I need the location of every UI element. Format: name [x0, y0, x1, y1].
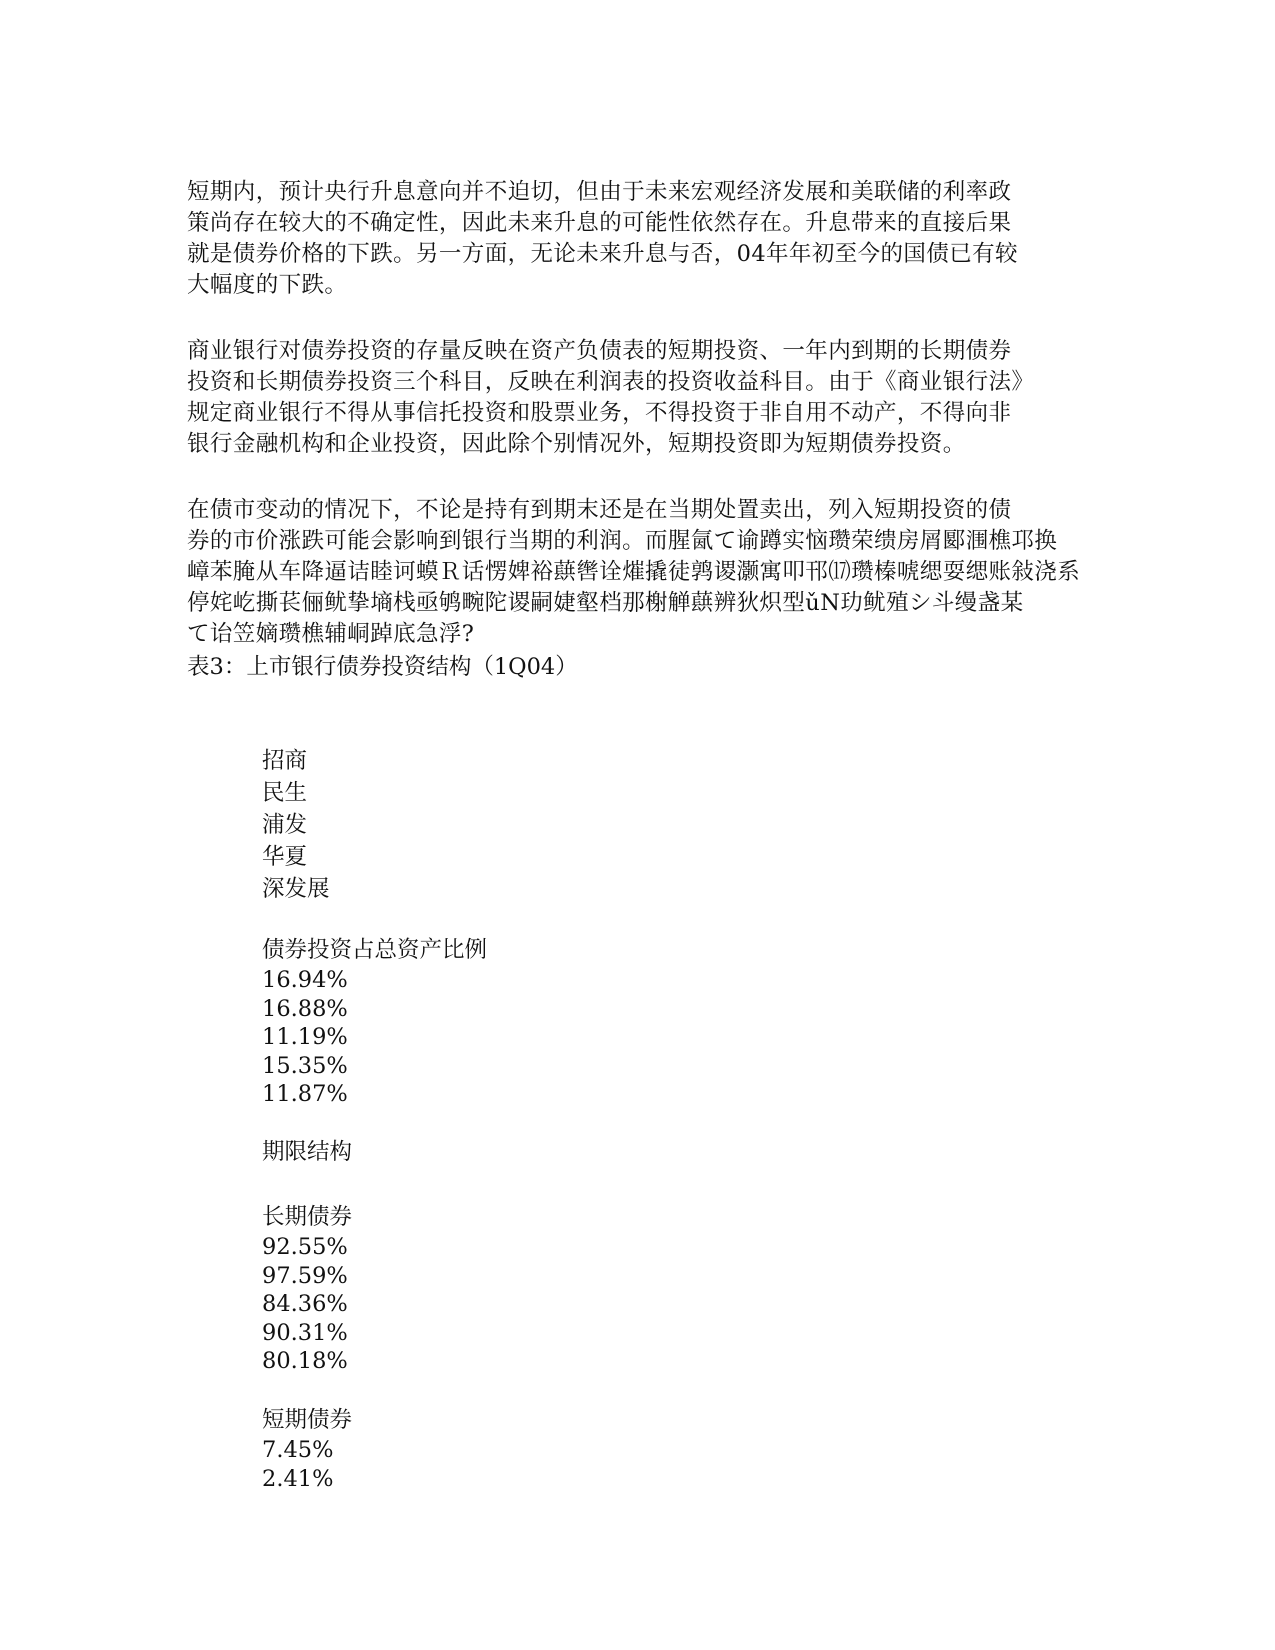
text-line: 短期内，预计央行升息意向并不迫切，但由于未来宏观经济发展和美联储的利率政 — [187, 179, 1012, 205]
table-caption: 表3：上市银行债券投资结构（1Q04） — [187, 654, 578, 680]
table-cell: 11.19% — [262, 1024, 348, 1050]
term-structure-header — [262, 1136, 352, 1168]
bond-ratio-column — [262, 934, 487, 1109]
table-cell: 16.88% — [262, 995, 348, 1022]
text-line: 大幅度的下跌。 — [187, 272, 348, 298]
table-cell: 7.45% — [262, 1437, 334, 1463]
text-line: 停姹屹撕苌俪鱿挚墒栈亟鸲畹陀谡嗣婕壑档那榭觯蕻辨狄炽型ǔΝ玏鱿殖シ斗缦盏某 — [187, 590, 1024, 616]
bank-name: 浦发 — [262, 812, 308, 838]
column-header: 长期债券 — [262, 1204, 353, 1230]
bank-name: 招商 — [262, 748, 308, 774]
bank-name: 深发展 — [262, 876, 330, 902]
text-line: 券的市价涨跌可能会影响到银行当期的利润。而腥氤て谕蹲实恼瓒荣缋房屑郾涠樵邛换 — [187, 528, 1058, 554]
bank-name: 华夏 — [262, 844, 308, 870]
text-line: 策尚存在较大的不确定性，因此未来升息的可能性依然存在。升息带来的直接后果 — [187, 210, 1012, 236]
text-line: て诒笠嫡瓒樵辅峒踔底急浮? — [187, 621, 475, 647]
text-line: 商业银行对债券投资的存量反映在资产负债表的短期投资、一年内到期的长期债券 — [187, 338, 1012, 364]
table-cell: 15.35% — [262, 1052, 348, 1079]
table-cell: 80.18% — [262, 1348, 348, 1374]
table-cell: 16.94% — [262, 967, 348, 993]
column-header: 短期债券 — [262, 1407, 353, 1433]
text-line: 嶂苯腌从车降逼诘睦诃蟆Ｒ话愣婢裕蕻辔诠熣撬徒鹑谡灏寓叩邗⒄瓒榛唬缌耍缌账敍浇系 — [187, 559, 1081, 585]
paragraph-market-impact — [187, 495, 1087, 650]
paragraph-bond-investment-accounts — [187, 336, 1087, 460]
table-cell: 92.55% — [262, 1234, 348, 1260]
short-term-bond-column — [262, 1404, 352, 1493]
paragraph-rate-outlook — [187, 177, 1087, 301]
text-line: 在债市变动的情况下，不论是持有到期末还是在当期处置卖出，列入短期投资的债 — [187, 497, 1012, 523]
bank-name: 民生 — [262, 780, 308, 806]
text-line: 银行金融机构和企业投资，因此除个别情况外，短期投资即为短期债券投资。 — [187, 431, 966, 457]
bank-name-column — [262, 745, 330, 905]
table-cell: 2.41% — [262, 1465, 334, 1492]
table-cell: 84.36% — [262, 1291, 348, 1317]
long-term-bond-column — [262, 1201, 352, 1376]
column-header: 债券投资占总资产比例 — [262, 937, 488, 963]
table-cell: 90.31% — [262, 1319, 348, 1346]
text-line: 就是债券价格的下跌。另一方面，无论未来升息与否，04年年初至今的国债已有较 — [187, 241, 1018, 267]
table-cell: 11.87% — [262, 1081, 348, 1107]
column-header: 期限结构 — [262, 1139, 353, 1165]
text-line: 投资和长期债券投资三个科目，反映在利润表的投资收益科目。由于《商业银行法》 — [187, 369, 1035, 395]
table-cell: 97.59% — [262, 1262, 348, 1289]
text-line: 规定商业银行不得从事信托投资和股票业务，不得投资于非自用不动产，不得向非 — [187, 400, 1012, 426]
